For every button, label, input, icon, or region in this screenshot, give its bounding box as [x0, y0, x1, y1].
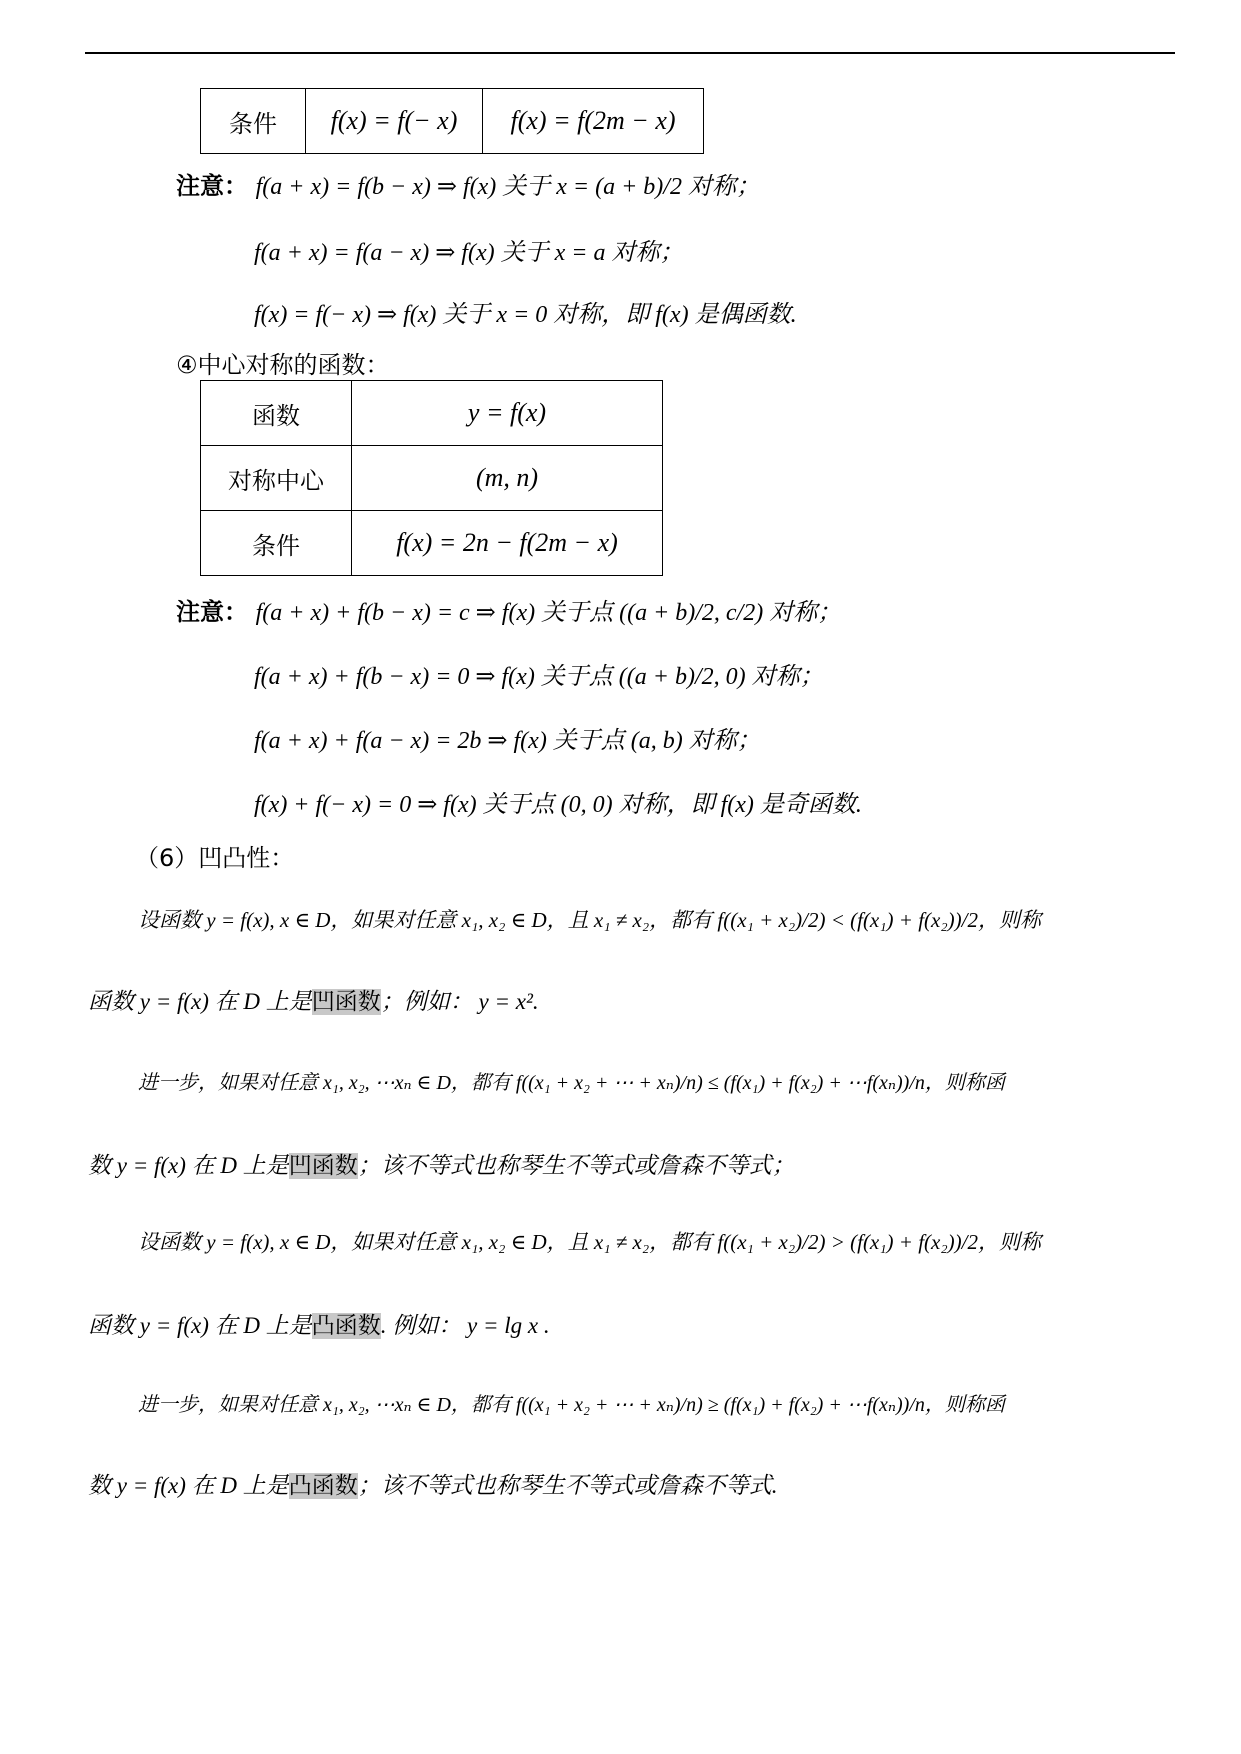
note-label: 注意：: [176, 598, 248, 626]
center-note-4: f(x) + f(− x) = 0 ⇒ f(x) 关于点 (0, 0) 对称，即 f(x) 是奇函数.: [254, 792, 862, 818]
axis-note-1: 注意： f(a + x) = f(b − x) ⇒ f(x) 关于 x = (a + b)/2 对称；: [176, 172, 760, 200]
axis-note-3: f(x) = f(− x) ⇒ f(x) 关于 x = 0 对称，即 f(x) 是偶函数.: [254, 302, 797, 328]
axis-symmetry-table: [200, 88, 704, 154]
section-heading-convexity: （6）凹凸性：: [135, 844, 295, 872]
axis-note-2: f(a + x) = f(a − x) ⇒ f(x) 关于 x = a 对称；: [254, 240, 684, 266]
table-row: [201, 89, 704, 154]
paragraph-convex-def: 设函数 y = f(x), x ∈ D，如果对任意 x₁, x₂ ∈ D，且 x₁ ≠ x₂，都有 f((x₁ + x₂)/2) > (f(x₁) + f(x₂))/2，则称: [138, 1230, 1041, 1254]
term-convex: 凸函数: [288, 1473, 358, 1499]
table-row: 对称中心 (m, n): [201, 446, 663, 511]
paragraph-concave-def: 设函数 y = f(x), x ∈ D，如果对任意 x₁, x₂ ∈ D，且 x₁ ≠ x₂，都有 f((x₁ + x₂)/2) < (f(x₁) + f(x₂))/2，则称: [138, 908, 1041, 932]
note-label: 注意：: [176, 172, 248, 200]
term-convex: 凸函数: [311, 1313, 381, 1339]
center-symmetry-table: [200, 380, 663, 576]
center-note-2: f(a + x) + f(b − x) = 0 ⇒ f(x) 关于点 ((a + b)/2, 0) 对称；: [254, 664, 824, 690]
condition-even: f(x) = f(− x): [330, 106, 458, 135]
term-concave: 凹函数: [288, 1153, 358, 1179]
header-rule: [85, 52, 1175, 54]
paragraph-convex-conclusion: 函数 y = f(x) 在 D 上是凸函数. 例如： y = lg x .: [88, 1313, 550, 1339]
paragraph-jensen-convex: 进一步，如果对任意 x₁, x₂, ⋯xₙ ∈ D，都有 f((x₁ + x₂ + ⋯ + xₙ)/n) ≥ (f(x₁) + f(x₂) + ⋯f(xₙ))/n，则称函: [138, 1394, 1005, 1416]
row-label: 条件: [229, 109, 277, 138]
condition-axis-m: f(x) = f(2m − x): [510, 106, 676, 135]
term-concave: 凹函数: [311, 989, 381, 1015]
center-note-3: f(a + x) + f(a − x) = 2b ⇒ f(x) 关于点 (a, b) 对称；: [254, 728, 761, 754]
paragraph-jensen-concave-conclusion: 数 y = f(x) 在 D 上是凹函数；该不等式也称琴生不等式或詹森不等式；: [88, 1153, 795, 1179]
paragraph-jensen-concave: 进一步，如果对任意 x₁, x₂, ⋯xₙ ∈ D，都有 f((x₁ + x₂ + ⋯ + xₙ)/n) ≤ (f(x₁) + f(x₂) + ⋯f(xₙ))/n，则称函: [138, 1072, 1005, 1094]
paragraph-concave-conclusion: 函数 y = f(x) 在 D 上是凹函数；例如： y = x².: [88, 989, 539, 1015]
paragraph-jensen-convex-conclusion: 数 y = f(x) 在 D 上是凸函数；该不等式也称琴生不等式或詹森不等式.: [88, 1473, 778, 1499]
section-heading-center: ④中心对称的函数：: [176, 351, 390, 379]
table-row: 条件 f(x) = 2n − f(2m − x): [201, 511, 663, 576]
center-note-1: 注意： f(a + x) + f(b − x) = c ⇒ f(x) 关于点 ((a + b)/2, c/2) 对称；: [176, 598, 842, 626]
table-row: 函数 y = f(x): [201, 381, 663, 446]
